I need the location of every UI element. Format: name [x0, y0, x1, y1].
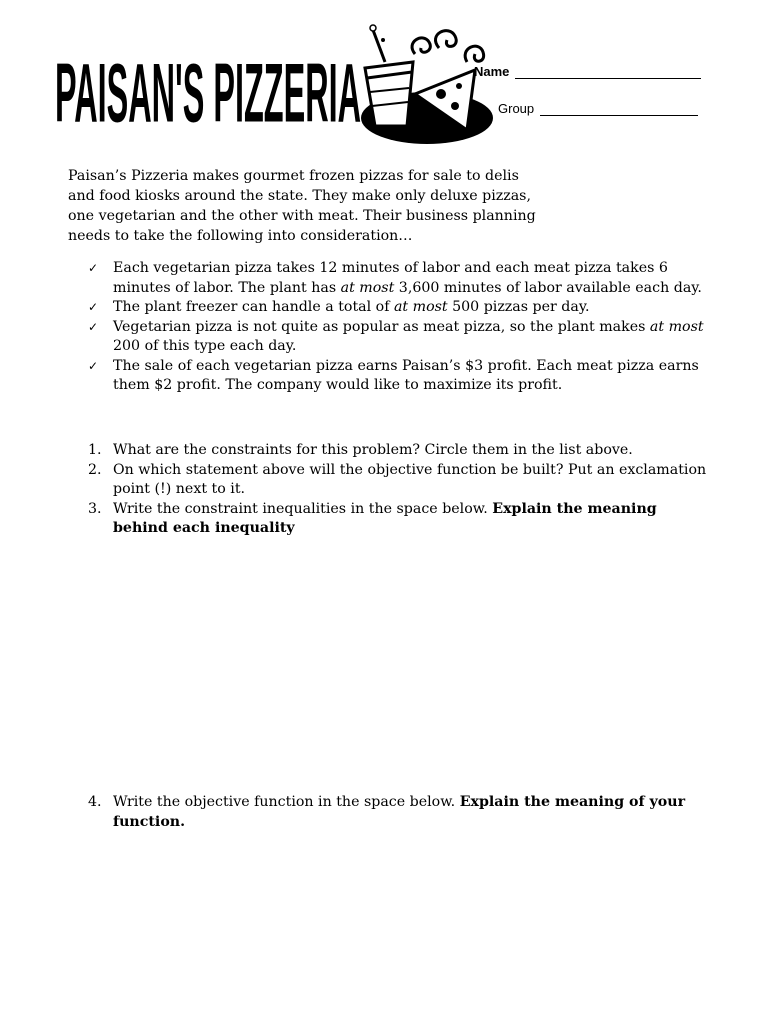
checkmark-icon: ✓ [88, 261, 99, 275]
consideration-item-labor: ✓ Each vegetarian pizza takes 12 minutes of labor and each meat pizza takes 6 minutes of labor. The plant has at most 3,600 minutes of labor available each day. [88, 260, 702, 296]
question-1: 1. What are the constraints for this problem? Circle them in the list above. [88, 441, 708, 461]
consideration-item-vegetarian-limit: ✓ Vegetarian pizza is not quite as popular as meat pizza, so the plant makes at most 200 of this type each day. [88, 318, 704, 354]
question-number: 4. [88, 794, 102, 810]
question-number: 3. [88, 500, 102, 517]
group-blank-line[interactable] [540, 101, 698, 116]
intro-paragraph: Paisan’s Pizzeria makes gourmet frozen pizzas for sale to delis and food kiosks around the state. They make only deluxe pizzas, one vegetarian and the other with meat. Their business planning needs to take the following into consideration… [68, 168, 536, 244]
considerations-list [88, 259, 708, 396]
question-number: 1. [88, 442, 102, 458]
pizzeria-logo-title [52, 38, 364, 146]
checkmark-icon: ✓ [88, 300, 99, 314]
questions-list [88, 441, 708, 539]
name-field[interactable] [474, 64, 701, 79]
question-2: 2. On which statement above will the objective function be built? Put an exclamation point (!) next to it. [88, 461, 707, 497]
question-number: 2. [88, 461, 102, 478]
consideration-item-freezer: ✓ The plant freezer can handle a total of at most 500 pizzas per day. [88, 298, 708, 318]
question-3: 3. Write the constraint inequalities in the space below. Explain the meaning behind each inequality [88, 500, 657, 536]
consideration-item-profit: ✓ The sale of each vegetarian pizza earns Paisan’s $3 profit. Each meat pizza earns them $2 profit. The company would like to maximize its profit. [88, 357, 699, 393]
group-label: Group [498, 101, 535, 116]
question-4: 4. Write the objective function in the space below. Explain the meaning of your function. [88, 794, 686, 830]
pizza-cup-logo-icon [355, 22, 495, 146]
checkmark-icon: ✓ [88, 358, 99, 373]
name-blank-line[interactable] [515, 64, 701, 79]
group-field[interactable] [498, 101, 698, 116]
checkmark-icon: ✓ [88, 319, 99, 334]
logo-text: PAISAN'S PIZZERIA [54, 45, 361, 140]
name-label: Name [474, 64, 510, 79]
